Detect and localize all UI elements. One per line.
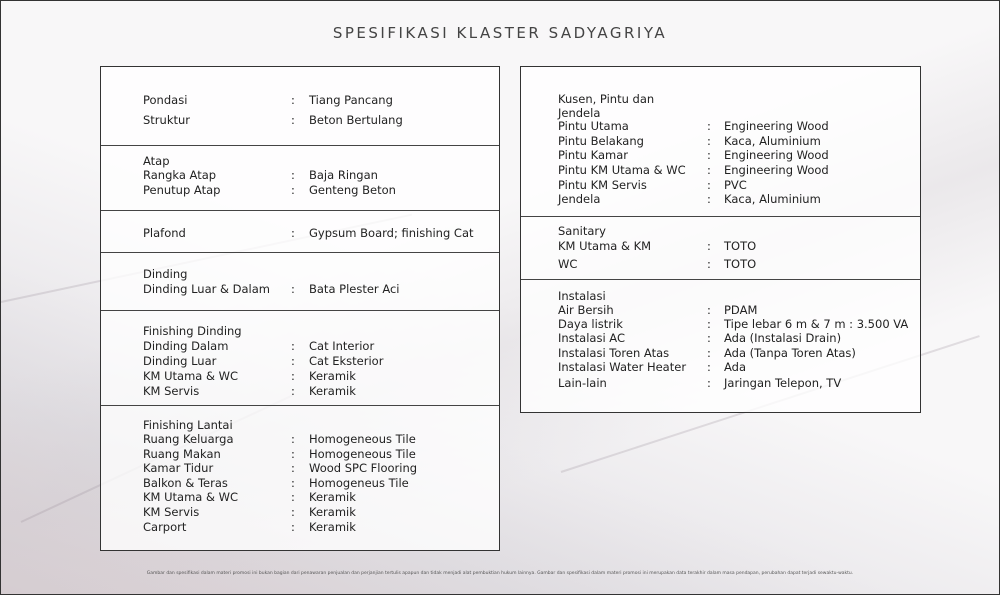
instalasi-row-value: Tipe lebar 6 m & 7 m : 3.500 VA [724, 317, 909, 331]
separator: : [707, 163, 711, 177]
right-spec-panel [520, 66, 921, 413]
fl-row-value: Keramik [309, 505, 356, 519]
fd-row-label: Dinding Dalam [143, 339, 229, 353]
kusen-row-label: Pintu KM Servis [558, 178, 647, 192]
plafond-section [101, 211, 499, 253]
instalasi-row-value: Ada [724, 360, 747, 374]
separator: : [291, 354, 295, 368]
left-spec-panel [100, 66, 500, 551]
plafond-label: Plafond [143, 226, 186, 240]
kusen-row-value: PVC [724, 178, 747, 192]
separator: : [707, 360, 711, 374]
dinding-heading: Dinding [143, 267, 188, 281]
instalasi-row-value: PDAM [724, 303, 758, 317]
fl-row-value: Homogeneus Tile [309, 476, 409, 490]
separator: : [707, 376, 711, 390]
sanitary-row-value: TOTO [724, 257, 757, 271]
instalasi-row-label: Lain-lain [558, 376, 607, 390]
separator: : [707, 331, 711, 345]
separator: : [707, 257, 711, 271]
sanitary-row-value: TOTO [724, 239, 757, 253]
fl-row-label: Balkon & Teras [143, 476, 228, 490]
disclaimer-footnote: Gambar dan spesifikasi dalam materi promosi ini bukan bagian dari penawaran penjualan dan perjanjian tertulis apapun dan tidak menjadi alat pembuktian hukum lainnya. Gambar dan spesifikasi dalam materi promosi ini merupakan data terakhir dalam masa pendapan, perubahan dapat terjadi sewaktu-waktu. [146, 571, 854, 576]
kusen-row-label: Pintu Kamar [558, 148, 628, 162]
pondasi-struktur-section [101, 67, 499, 146]
separator: : [707, 239, 711, 253]
fl-row-label: KM Servis [143, 505, 200, 519]
kusen-row-label: Jendela [558, 192, 601, 206]
instalasi-row-value: Jaringan Telepon, TV [724, 376, 842, 390]
separator: : [707, 317, 711, 331]
atap-row-value: Genteng Beton [309, 183, 396, 197]
kusen-row-value: Engineering Wood [724, 148, 829, 162]
atap-row-label: Rangka Atap [143, 168, 217, 182]
instalasi-row-label: Instalasi Water Heater [558, 360, 687, 374]
fl-row-value: Keramik [309, 520, 356, 534]
instalasi-row-label: Instalasi Toren Atas [558, 346, 670, 360]
instalasi-heading: Instalasi [558, 289, 606, 303]
fd-row-label: KM Utama & WC [143, 369, 239, 383]
dinding-row-value: Bata Plester Aci [309, 282, 400, 296]
fd-row-value: Cat Interior [309, 339, 375, 353]
kusen-section [521, 67, 920, 217]
instalasi-row-label: Instalasi AC [558, 331, 626, 345]
finishing-lantai-heading: Finishing Lantai [143, 418, 233, 432]
fl-row-label: Ruang Makan [143, 447, 221, 461]
instalasi-row-label: Daya listrik [558, 317, 623, 331]
separator: : [707, 303, 711, 317]
fd-row-label: KM Servis [143, 384, 200, 398]
separator: : [291, 113, 295, 127]
separator: : [291, 520, 295, 534]
pondasi-value: Tiang Pancang [309, 93, 393, 107]
struktur-label: Struktur [143, 113, 191, 127]
separator: : [291, 432, 295, 446]
kusen-row-value: Kaca, Aluminium [724, 192, 821, 206]
instalasi-section [521, 280, 920, 412]
fl-row-label: Carport [143, 520, 187, 534]
dinding-row-label: Dinding Luar & Dalam [143, 282, 270, 296]
separator: : [291, 339, 295, 353]
plafond-value: Gypsum Board; finishing Cat [309, 226, 474, 240]
fl-row-label: KM Utama & WC [143, 490, 239, 504]
atap-row-label: Penutup Atap [143, 183, 221, 197]
separator: : [707, 119, 711, 133]
fl-row-value: Wood SPC Flooring [309, 461, 418, 475]
fd-row-value: Keramik [309, 369, 356, 383]
separator: : [291, 282, 295, 296]
kusen-row-label: Pintu Utama [558, 119, 629, 133]
kusen-heading: Kusen, Pintu dan [558, 92, 655, 106]
separator: : [291, 447, 295, 461]
finishing-lantai-section [101, 406, 499, 550]
kusen-row-label: Pintu KM Utama & WC [558, 163, 686, 177]
instalasi-row-label: Air Bersih [558, 303, 614, 317]
separator: : [707, 178, 711, 192]
kusen-row-value: Engineering Wood [724, 119, 829, 133]
fl-row-label: Kamar Tidur [143, 461, 214, 475]
separator: : [707, 148, 711, 162]
separator: : [707, 134, 711, 148]
instalasi-row-value: Ada (Instalasi Drain) [724, 331, 842, 345]
instalasi-row-value: Ada (Tanpa Toren Atas) [724, 346, 856, 360]
atap-row-value: Baja Ringan [309, 168, 378, 182]
separator: : [291, 505, 295, 519]
pondasi-label: Pondasi [143, 93, 188, 107]
sanitary-row-label: KM Utama & KM [558, 239, 652, 253]
sanitary-row-label: WC [558, 257, 578, 271]
separator: : [291, 490, 295, 504]
separator: : [291, 226, 295, 240]
fd-row-value: Cat Eksterior [309, 354, 384, 368]
separator: : [291, 461, 295, 475]
separator: : [291, 476, 295, 490]
struktur-value: Beton Bertulang [309, 113, 403, 127]
sanitary-section [521, 217, 920, 280]
fl-row-label: Ruang Keluarga [143, 432, 234, 446]
fl-row-value: Homogeneous Tile [309, 432, 416, 446]
fd-row-value: Keramik [309, 384, 356, 398]
separator: : [291, 384, 295, 398]
dinding-section [101, 253, 499, 311]
separator: : [707, 192, 711, 206]
kusen-row-value: Engineering Wood [724, 163, 829, 177]
separator: : [291, 369, 295, 383]
fl-row-value: Homogeneous Tile [309, 447, 416, 461]
finishing-dinding-section [101, 311, 499, 406]
kusen-heading-line2: Jendela [558, 106, 601, 120]
separator: : [291, 93, 295, 107]
fl-row-value: Keramik [309, 490, 356, 504]
finishing-dinding-heading: Finishing Dinding [143, 324, 242, 338]
sanitary-heading: Sanitary [558, 224, 606, 238]
kusen-row-label: Pintu Belakang [558, 134, 644, 148]
separator: : [707, 346, 711, 360]
fd-row-label: Dinding Luar [143, 354, 217, 368]
kusen-row-value: Kaca, Aluminium [724, 134, 821, 148]
atap-heading: Atap [143, 154, 170, 168]
atap-section [101, 146, 499, 211]
page-title: SPESIFIKASI KLASTER SADYAGRIYA [332, 24, 668, 42]
separator: : [291, 168, 295, 182]
separator: : [291, 183, 295, 197]
